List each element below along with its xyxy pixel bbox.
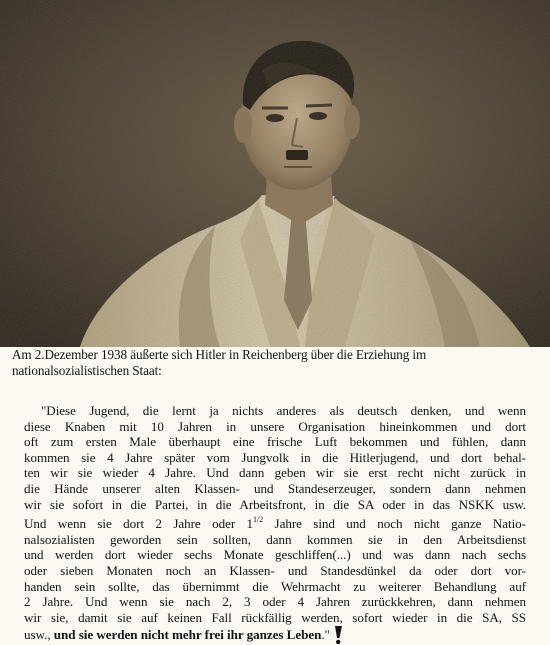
- exclamation-icon: [332, 625, 344, 645]
- quote-line: nalsozialisten geworden sein sollten, dann kommen sie in den Arbeitsdienst: [24, 531, 526, 547]
- fraction-pre: Und wenn sie dort 2 Jahre oder 1: [24, 516, 254, 532]
- quote-line: ten wir sie wieder 4 Jahre. Und dann geben wir sie erst recht nicht zurück in: [24, 465, 526, 481]
- caption-line: Am 2.Dezember 1938 äußerte sich Hitler in Reichenberg über die Erziehung im: [12, 347, 427, 362]
- quote-line: wir sie sofort in die Partei, in die Arbeitsfront, in die SA oder in das NSKK usw.: [24, 496, 526, 512]
- emphasis-text: und sie werden nicht mehr frei ihr ganzes Leben: [53, 627, 322, 643]
- quote-line: 2 Jahre. Und wenn sie nach 2, 3 oder 4 Jahren zurückkehren, dann nehmen: [24, 594, 526, 610]
- last-post: .": [321, 627, 330, 643]
- quote-line: oft zum ersten Male überhaupt eine frische Luft bekommen und fühlen, dann: [24, 434, 526, 450]
- quote-line: die Hände unserer alten Klassen- und Standeserzeuger, sondern dann nehmen: [24, 480, 526, 496]
- quote-line: handen sein sollte, das übernimmt die Wehrmacht zu weiterer Behandlung auf: [24, 578, 526, 594]
- quote-block: [24, 403, 526, 645]
- quote-line: "Diese Jugend, die lernt ja nichts anderes als deutsch denken, und wenn: [41, 403, 526, 418]
- quote-line: wir sie, damit sie auf keinen Fall rückfällig werden, sofort wieder in die SA, SS: [24, 609, 526, 625]
- quote-line: kommen sie 4 Jahre später vom Jungvolk in die Hitlerjugend, und dort behal-: [24, 449, 526, 465]
- quote-line: und werden dort wieder sechs Monate geschliffen(...) und was dann nach sechs: [24, 547, 526, 563]
- quote-line: diese Knaben mit 10 Jahren in unsere Organisation hineinkommen und dort: [24, 418, 526, 434]
- fraction-half: 1/2: [253, 515, 264, 525]
- fraction-post: Jahre sind und noch nicht ganze Natio-: [263, 516, 526, 532]
- quote-line: oder sieben Monaten noch an Klassen- und Standesdünkel da oder dort vor-: [24, 562, 526, 578]
- caption-line: nationalsozialistischen Staat:: [12, 362, 162, 378]
- quote-line-fraction: [24, 512, 526, 532]
- caption: [12, 347, 540, 378]
- quote-last-line: [24, 625, 526, 645]
- last-pre: usw.,: [24, 627, 54, 643]
